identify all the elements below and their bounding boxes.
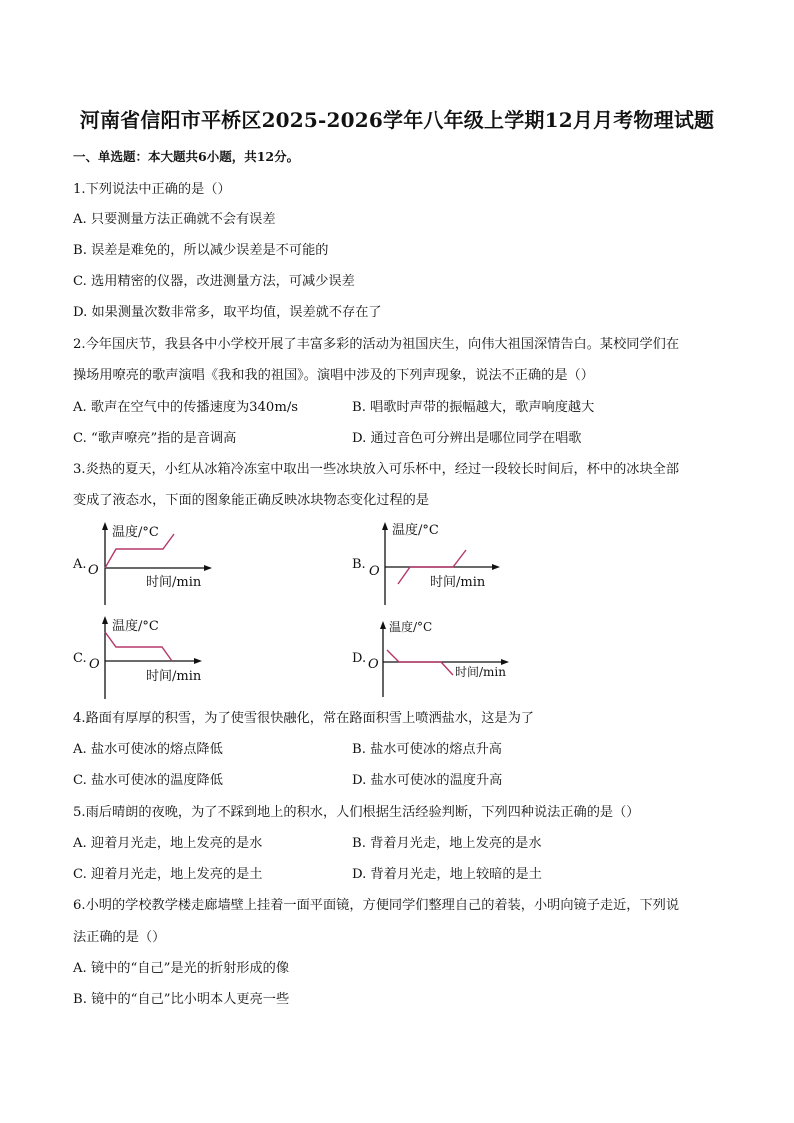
graph-d-ylabel: 温度/°C: [389, 620, 433, 634]
graph-c-origin: O: [89, 657, 100, 672]
q4-option-d: D. 盐水可使冰的温度升高: [352, 773, 503, 788]
graph-d-origin: O: [368, 657, 379, 672]
q6-stem-line2: 法正确的是（）: [73, 930, 166, 945]
q4-stem: 4.路面有厚厚的积雪，为了使雪很快融化，常在路面积雪上喷洒盐水，这是为了: [73, 711, 534, 726]
graph-b-svg: [368, 520, 508, 610]
q6-option-b: B. 镜中的“自己”比小明本人更亮一些: [73, 992, 290, 1007]
q5-option-d: D. 背着月光走，地上较暗的是土: [352, 867, 542, 882]
graph-d-svg: [365, 619, 525, 699]
graph-b-ylabel: 温度/°C: [392, 523, 439, 538]
q2-option-d: D. 通过音色可分辨出是哪位同学在唱歌: [352, 431, 582, 446]
q3-stem-line1: 3.炎热的夏天，小红从冰箱冷冻室中取出一些冰块放入可乐杯中，经过一段较长时间后，杯中的冰块全部: [73, 462, 680, 477]
q6-option-a: A. 镜中的“自己”是光的折射形成的像: [73, 961, 290, 976]
q1-stem: 1.下列说法中正确的是（）: [73, 182, 231, 197]
q1-option-c: C. 选用精密的仪器，改进测量方法，可减少误差: [73, 274, 355, 289]
q2-option-c: C. “歌声嘹亮”指的是音调高: [73, 431, 237, 446]
graph-c-label: C.: [73, 651, 87, 666]
q1-option-d: D. 如果测量次数非常多，取平均值，误差就不存在了: [73, 305, 382, 320]
q5-option-c: C. 迎着月光走，地上发亮的是土: [73, 867, 263, 882]
q2-stem-line2: 操场用嘹亮的歌声演唱《我和我的祖国》。演唱中涉及的下列声现象，说法不正确的是（）: [73, 368, 594, 383]
q2-option-b: B. 唱歌时声带的振幅越大，歌声响度越大: [352, 400, 595, 415]
graph-b-xlabel: 时间/min: [430, 575, 486, 590]
q2-stem-line1: 2.今年国庆节，我县各中小学校开展了丰富多彩的活动为祖国庆生，向伟大祖国深情告白。某校同学们在: [73, 337, 680, 352]
graph-d-label: D.: [352, 651, 367, 666]
graph-a-label: A.: [73, 557, 87, 572]
graph-a-origin: O: [88, 563, 99, 578]
graph-c: [88, 614, 218, 708]
graph-b-origin: O: [369, 564, 380, 579]
graph-a-xlabel: 时间/min: [146, 575, 202, 590]
graph-a-ylabel: 温度/°C: [112, 525, 159, 540]
q5-option-b: B. 背着月光走，地上发亮的是水: [352, 836, 542, 851]
graph-d: [365, 619, 525, 703]
q6-stem-line1: 6.小明的学校教学楼走廊墙壁上挂着一面平面镜，方便同学们整理自己的着装，小明向镜子走近，下列说: [73, 898, 680, 913]
q3-stem-line2: 变成了液态水，下面的图象能正确反映冰块物态变化过程的是: [73, 493, 430, 508]
q1-option-b: B. 误差是难免的，所以减少误差是不可能的: [73, 243, 329, 258]
exam-title: 河南省信阳市平桥区2025-2026学年八年级上学期12月月考物理试题: [79, 108, 715, 132]
graph-a-svg: [88, 520, 218, 610]
q4-option-a: A. 盐水可使冰的熔点降低: [73, 742, 223, 757]
q4-option-b: B. 盐水可使冰的熔点升高: [352, 742, 502, 757]
section-heading: 一、单选题：本大题共6小题，共12分。: [73, 149, 300, 164]
q5-stem: 5.雨后晴朗的夜晚，为了不踩到地上的积水，人们根据生活经验判断，下列四种说法正确的是（）: [73, 805, 640, 820]
q1-option-a: A. 只要测量方法正确就不会有误差: [73, 212, 276, 227]
q5-option-a: A. 迎着月光走，地上发亮的是水: [73, 836, 263, 851]
graph-a: [88, 520, 218, 614]
graph-c-svg: [88, 614, 218, 704]
graph-b-label: B.: [352, 557, 366, 572]
graph-d-xlabel: 时间/min: [455, 665, 506, 679]
graph-c-ylabel: 温度/°C: [112, 619, 159, 634]
graph-b: [368, 520, 508, 614]
graph-c-xlabel: 时间/min: [146, 669, 202, 684]
q4-option-c: C. 盐水可使冰的温度降低: [73, 773, 223, 788]
q2-option-a: A. 歌声在空气中的传播速度为340m/s: [73, 400, 299, 415]
